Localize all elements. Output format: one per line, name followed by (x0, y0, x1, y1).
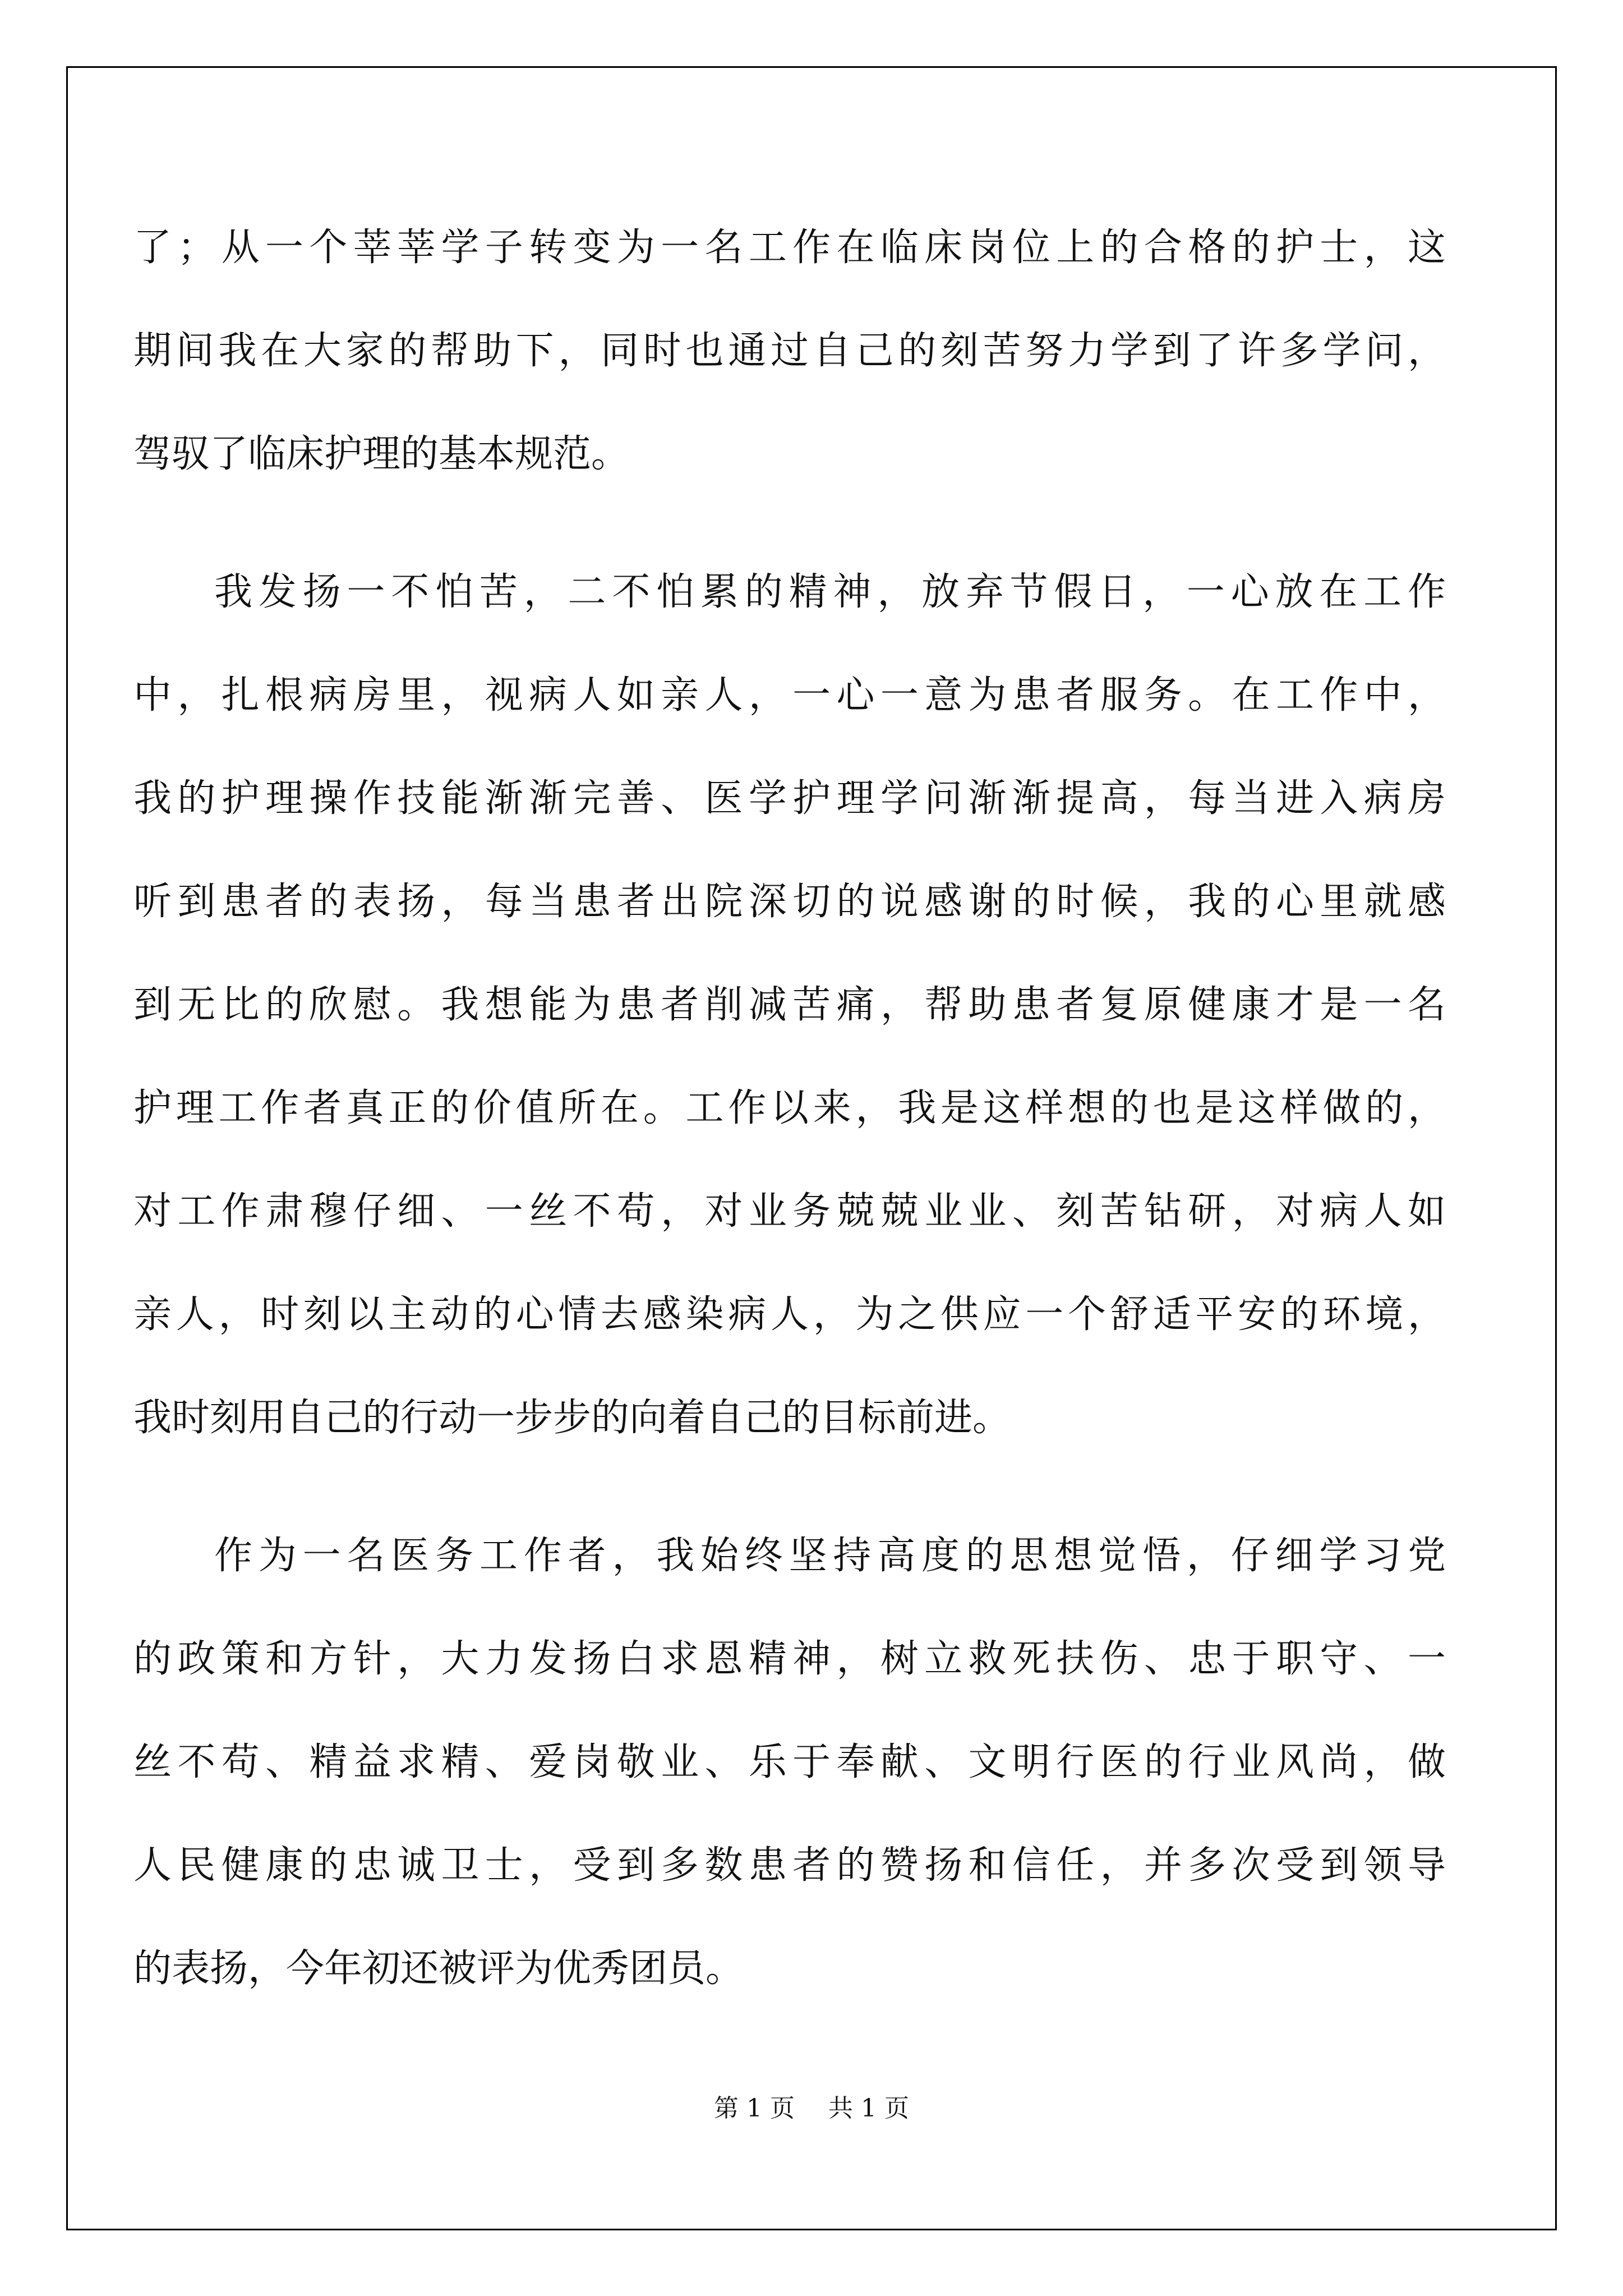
text-line: 护理工作者真正的价值所在。工作以来，我是这样想的也是这样做的， (133, 1086, 1446, 1130)
text-line: 亲人，时刻以主动的心情去感染病人，为之供应一个舒适平安的环境， (133, 1292, 1446, 1337)
text-line: 期间我在大家的帮助下，同时也通过自己的刻苦努力学到了许多学问， (133, 329, 1446, 373)
page-footer (0, 2088, 1623, 2124)
page-number: 第 1 页 (714, 2094, 795, 2123)
text-line: 丝不苟、精益求精、爱岗敬业、乐于奉献、文明行医的行业风尚，做 (133, 1740, 1446, 1784)
total-pages: 共 1 页 (828, 2094, 909, 2123)
text-line: 听到患者的表扬，每当患者出院深切的说感谢的时候，我的心里就感 (133, 880, 1446, 924)
paragraph-first-line: 我发扬一不怕苦，二不怕累的精神，放弃节假日，一心放在工作 (214, 570, 1446, 614)
text-line: 了；从一个莘莘学子转变为一名工作在临床岗位上的合格的护士，这 (133, 226, 1446, 270)
text-line: 人民健康的忠诚卫士，受到多数患者的赞扬和信任，并多次受到领导 (133, 1843, 1446, 1888)
text-line: 对工作肃穆仔细、一丝不苟，对业务兢兢业业、刻苦钻研，对病人如 (133, 1189, 1446, 1234)
document-body (133, 209, 1446, 2033)
text-line: 的政策和方针，大力发扬白求恩精神，树立救死扶伤、忠于职守、一 (133, 1637, 1446, 1681)
text-line: 我的护理操作技能渐渐完善、医学护理学问渐渐提高，每当进入病房 (133, 776, 1446, 821)
text-line: 的表扬，今年初还被评为优秀团员。 (133, 1947, 744, 1991)
text-line: 到无比的欣慰。我想能为患者削减苦痛，帮助患者复原健康才是一名 (133, 983, 1446, 1027)
paragraph-first-line: 作为一名医务工作者，我始终坚持高度的思想觉悟，仔细学习党 (214, 1534, 1446, 1578)
text-line: 我时刻用自己的行动一步步的向着自己的目标前进。 (133, 1396, 1011, 1440)
text-line: 驾驭了临床护理的基本规范。 (133, 432, 630, 476)
text-line: 中，扎根病房里，视病人如亲人，一心一意为患者服务。在工作中， (133, 673, 1446, 717)
